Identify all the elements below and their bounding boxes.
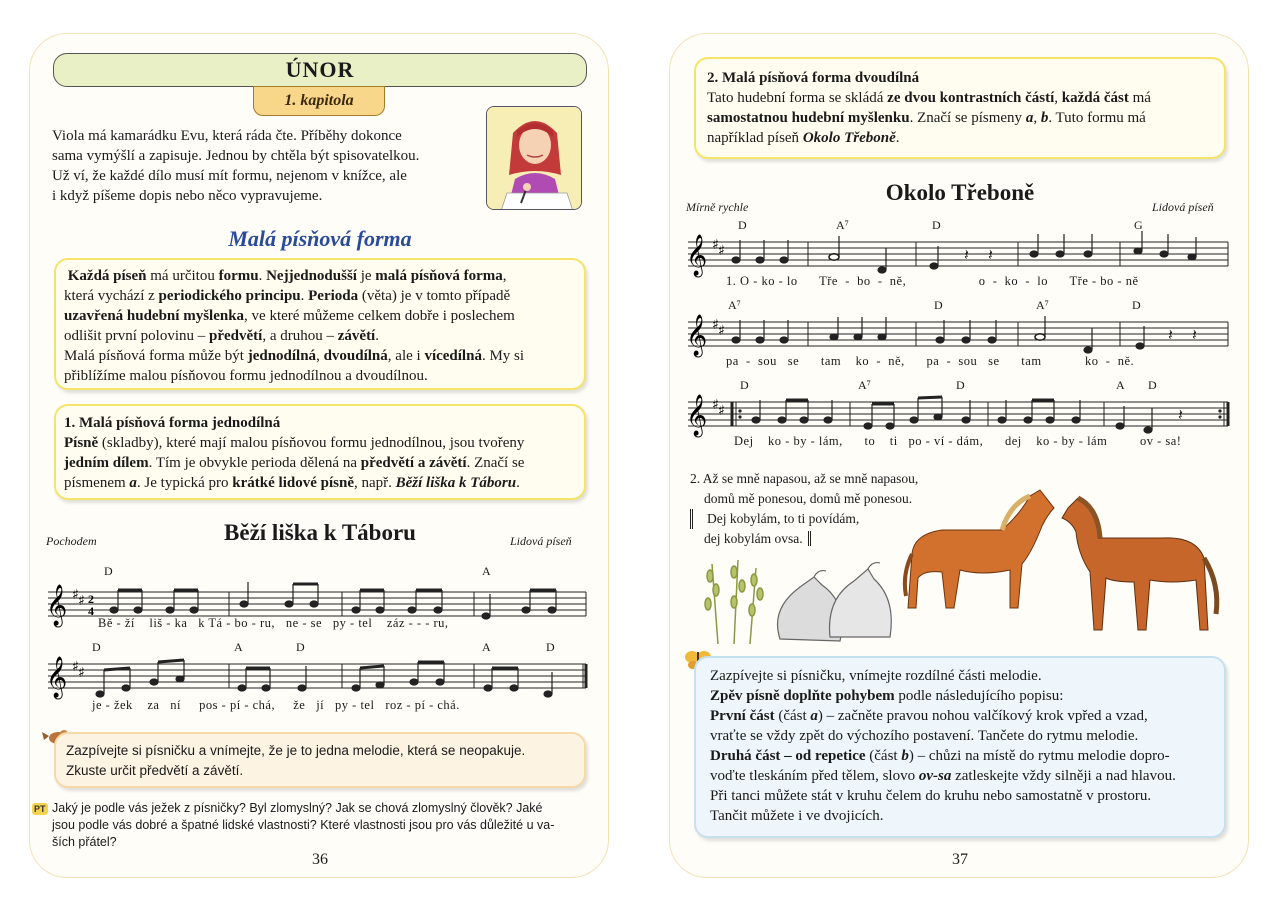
intro-line: i když píšeme dopis nebo něco vypravujeme. bbox=[52, 188, 323, 204]
box-line: Malá písňová forma může být jednodílná, dvoudílná, ale i vícedílná. My si bbox=[64, 348, 525, 364]
question-line: ších přátel? bbox=[52, 835, 117, 849]
chord-label: G bbox=[1134, 218, 1143, 232]
girl-reading-illustration bbox=[486, 106, 582, 210]
svg-text:𝄞: 𝄞 bbox=[686, 235, 708, 276]
chord-label: A bbox=[482, 640, 491, 654]
task-line: Zkuste určit předvětí a závětí. bbox=[66, 763, 244, 778]
box-line: Zpěv písně doplňte pohybem podle následujícího popisu: bbox=[710, 688, 1064, 704]
svg-text:𝄽: 𝄽 bbox=[1168, 325, 1173, 344]
chord-label: D bbox=[740, 378, 749, 392]
chord-label: D bbox=[934, 298, 943, 312]
chord-label: A bbox=[234, 640, 243, 654]
chapter-tab: 1. kapitola bbox=[253, 86, 385, 116]
sacks-illustration bbox=[770, 559, 900, 645]
discussion-question bbox=[52, 800, 592, 851]
box-line: voďte tleskáním před tělem, slovo ov-sa zatleskejte vždy silněji a nad hlavou. bbox=[710, 768, 1176, 784]
music-staff-row bbox=[44, 634, 604, 734]
box-line: odlišit první polovinu – předvětí, a druhou – závětí. bbox=[64, 328, 379, 344]
chord-label: D bbox=[1148, 378, 1157, 392]
box-line: Zazpívejte si písničku, vnímejte rozdílné části melodie. bbox=[710, 668, 1042, 684]
song-tempo: Mírně rychle bbox=[686, 200, 749, 214]
chord-label: D bbox=[92, 640, 101, 654]
box-line: přiblížíme malou písňovou formu jednodílnou a dvoudílnou. bbox=[64, 368, 428, 384]
treble-clef-icon: 𝄞 bbox=[46, 585, 68, 626]
chord-label: D bbox=[932, 218, 941, 232]
music-staff-row bbox=[684, 382, 1244, 462]
task-line: Zazpívejte si písničku a vnímejte, že je to jedna melodie, která se neopakuje. bbox=[66, 743, 526, 758]
box-line: Tančit můžete i ve dvojicích. bbox=[710, 808, 884, 824]
box-title: 2. Malá písňová forma dvoudílná bbox=[707, 70, 920, 86]
svg-text:𝄽: 𝄽 bbox=[964, 245, 969, 264]
box-line: která vychází z periodického principu. Perioda (věta) je v tomto případě bbox=[64, 288, 511, 304]
svg-text:♯: ♯ bbox=[718, 323, 725, 339]
oats-illustration bbox=[698, 554, 768, 644]
chord-label: A bbox=[482, 564, 491, 578]
question-line: jsou podle vás dobré a špatné lidské vlastnosti? Které vlastnosti jsou pro vás důležité u va- bbox=[52, 818, 555, 832]
svg-text:2: 2 bbox=[88, 592, 94, 606]
chord-label: A⁷ bbox=[836, 218, 849, 232]
box-line: například píseň Okolo Třeboně. bbox=[707, 130, 900, 146]
chord-label: D bbox=[104, 564, 113, 578]
info-box-two-part-form bbox=[694, 57, 1226, 159]
box-line: Při tanci můžete stát v kruhu čelem do kruhu nebo samostatně v prostoru. bbox=[710, 788, 1152, 804]
svg-text:4: 4 bbox=[88, 604, 94, 618]
verse-two bbox=[690, 469, 918, 549]
chord-label: A⁷ bbox=[1036, 298, 1049, 312]
pt-badge: PT bbox=[34, 804, 46, 814]
box-line: samostatnou hudební myšlenku. Značí se písmeny a, b. Tuto formu má bbox=[707, 110, 1146, 126]
svg-text:♯: ♯ bbox=[72, 587, 79, 603]
intro-line: Viola má kamarádku Evu, která ráda čte. Příběhy dokonce bbox=[52, 128, 402, 144]
question-line: Jaký je podle vás ježek z písničky? Byl zlomyslný? Jak se chová zlomyslný člověk? Jaké bbox=[52, 801, 543, 815]
box-line: První část (část a) – začněte pravou nohou valčíkový krok vpřed a vzad, bbox=[710, 708, 1148, 724]
chord-label: D bbox=[1132, 298, 1141, 312]
svg-text:♯: ♯ bbox=[712, 317, 719, 333]
left-page bbox=[29, 33, 609, 878]
chord-label: D bbox=[738, 218, 747, 232]
box-line: Druhá část – od repetice (část b) – chůzi na místě do rytmu melodie dopro- bbox=[710, 748, 1170, 764]
svg-text:♯: ♯ bbox=[78, 593, 85, 609]
horses-illustration bbox=[902, 474, 1232, 642]
box-line: jedním dílem. Tím je obvykle perioda dělená na předvětí a závětí. Značí se bbox=[64, 455, 525, 471]
svg-text:𝄽: 𝄽 bbox=[988, 245, 993, 264]
month-title: ÚNOR bbox=[53, 53, 587, 87]
chord-label: A⁷ bbox=[858, 378, 871, 392]
chord-label: D bbox=[546, 640, 555, 654]
lyrics-row: 1. O - ko - lo Tře - bo - ně, o - ko - lo Tře - bo - ně bbox=[726, 274, 1139, 288]
lyrics-row: Dej ko - by - lám, to ti po - ví - dám, dej ko - by - lám ov - sa! bbox=[734, 434, 1182, 448]
task-box-movement bbox=[694, 656, 1226, 838]
song-origin: Lidová píseň bbox=[1152, 200, 1214, 214]
svg-text:♯: ♯ bbox=[712, 237, 719, 253]
chord-label: D bbox=[296, 640, 305, 654]
svg-text:𝄽: 𝄽 bbox=[1178, 405, 1183, 424]
right-page bbox=[669, 33, 1249, 878]
info-box-small-song-form bbox=[54, 258, 586, 390]
lyrics-row: je - žek za ní pos - pí - chá, že jí py - tel roz - pí - chá. bbox=[92, 698, 460, 712]
intro-line: sama vymýšlí a zapisuje. Jednou by chtěla být spisovatelkou. bbox=[52, 148, 420, 164]
music-staff-row bbox=[684, 222, 1244, 302]
lyrics-row: Bě - ží liš - ka k Tá - bo - ru, ne - se py - tel záz - - - ru, bbox=[98, 616, 449, 630]
verse-line: Dej kobylám, to ti povídám, bbox=[690, 509, 918, 529]
box-line: vraťte se vždy zpět do výchozího postavení. Tančete do rytmu melodie. bbox=[710, 728, 1139, 744]
music-staff-row bbox=[684, 302, 1244, 382]
intro-paragraph bbox=[52, 126, 482, 206]
box-line: písmenem a. Je typická pro krátké lidové písně, např. Běží liška k Táboru. bbox=[64, 475, 520, 491]
page-number: 37 bbox=[952, 851, 968, 868]
box-line: Tato hudební forma se skládá ze dvou kontrastních částí, každá část má bbox=[707, 90, 1151, 106]
song-origin: Lidová píseň bbox=[510, 534, 572, 548]
box-title: 1. Malá písňová forma jednodílná bbox=[64, 415, 281, 431]
intro-line: Už ví, že každé dílo musí mít formu, nejenom v knížce, ale bbox=[52, 168, 407, 184]
page-number: 36 bbox=[312, 851, 328, 868]
song-tempo: Pochodem bbox=[46, 534, 97, 548]
box-line: uzavřená hudební myšlenka, ve které můžeme celkem dobře i poslechem bbox=[64, 308, 515, 324]
verse-line: domů mě ponesou, domů mě ponesou. bbox=[704, 491, 913, 506]
svg-text:𝄽: 𝄽 bbox=[1192, 325, 1197, 344]
svg-text:𝄞: 𝄞 bbox=[686, 395, 708, 436]
svg-text:𝄞: 𝄞 bbox=[686, 315, 708, 356]
verse-line: dej kobylám ovsa. bbox=[690, 529, 918, 549]
chord-label: A bbox=[1116, 378, 1125, 392]
svg-text:♯: ♯ bbox=[72, 659, 79, 675]
box-line: Písně (skladby), které mají malou písňovou formu jednodílnou, jsou tvořeny bbox=[64, 435, 525, 451]
verse-line: 2. Až se mně napasou, až se mně napasou, bbox=[690, 471, 919, 486]
song-title: Běží liška k Táboru bbox=[224, 520, 416, 545]
lyrics-row: pa - sou se tam ko - ně, pa - sou se tam ko - ně. bbox=[726, 354, 1135, 368]
svg-text:𝄞: 𝄞 bbox=[46, 657, 68, 698]
section-title: Malá písňová forma bbox=[228, 226, 412, 251]
task-box bbox=[54, 732, 586, 788]
svg-text:♯: ♯ bbox=[78, 665, 85, 681]
box-line: Každá píseň má určitou formu. Nejjednodušší je malá písňová forma, bbox=[67, 268, 507, 284]
chord-label: D bbox=[956, 378, 965, 392]
song-title: Okolo Třeboně bbox=[885, 180, 1035, 205]
svg-text:♯: ♯ bbox=[712, 397, 719, 413]
svg-text:♯: ♯ bbox=[718, 243, 725, 259]
chord-label: A⁷ bbox=[728, 298, 741, 312]
svg-text:♯: ♯ bbox=[718, 403, 725, 419]
info-box-single-part-form bbox=[54, 404, 586, 500]
